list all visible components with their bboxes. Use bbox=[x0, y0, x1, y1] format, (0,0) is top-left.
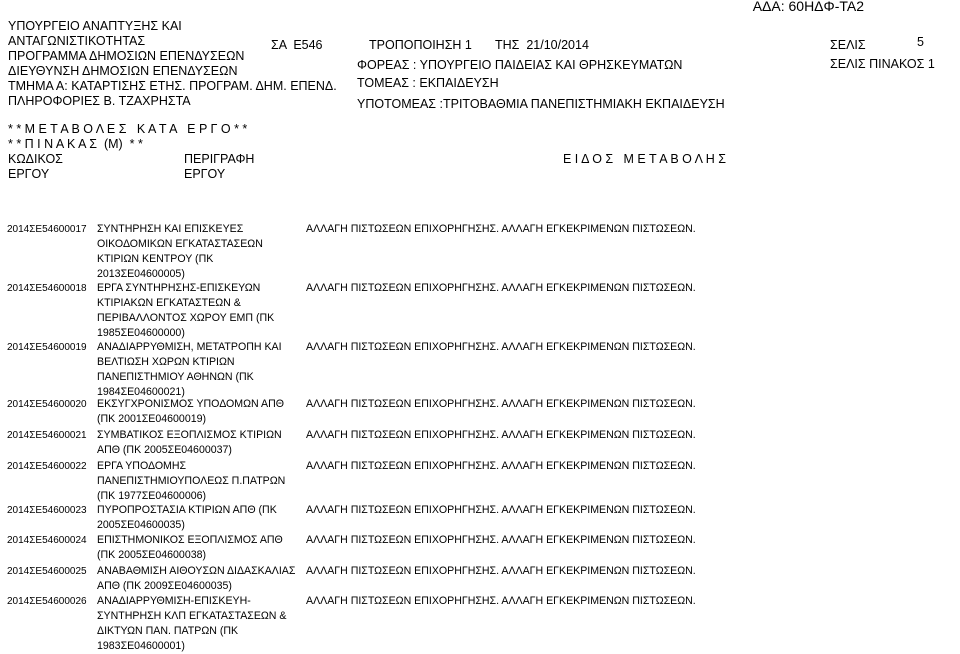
row-change-type: ΑΛΛΑΓΗ ΠΙΣΤΩΣΕΩΝ ΕΠΙΧΟΡΗΓΗΣΗΣ. ΑΛΛΑΓΗ ΕΓΚΕΚΡΙΜΕΝΩΝ ΠΙΣΤΩΣΕΩΝ. bbox=[306, 282, 696, 294]
table-page-label: ΣΕΛΙΣ ΠΙΝΑΚΟΣ 1 bbox=[830, 57, 935, 71]
row-change-type: ΑΛΛΑΓΗ ΠΙΣΤΩΣΕΩΝ ΕΠΙΧΟΡΗΓΗΣΗΣ. ΑΛΛΑΓΗ ΕΓΚΕΚΡΙΜΕΝΩΝ ΠΙΣΤΩΣΕΩΝ. bbox=[306, 565, 696, 577]
ypotomeas-label: ΥΠΟΤΟΜΕΑΣ :ΤΡΙΤΟΒΑΘΜΙΑ ΠΑΝΕΠΙΣΤΗΜΙΑΚΗ ΕΚΠΑΙΔΕΥΣΗ bbox=[357, 97, 725, 111]
row-change-type: ΑΛΛΑΓΗ ΠΙΣΤΩΣΕΩΝ ΕΠΙΧΟΡΗΓΗΣΗΣ. ΑΛΛΑΓΗ ΕΓΚΕΚΡΙΜΕΝΩΝ ΠΙΣΤΩΣΕΩΝ. bbox=[306, 429, 696, 441]
col-header-code: ΚΩΔΙΚΟΣ bbox=[8, 152, 63, 166]
modification-label: ΤΡΟΠΟΠΟΙΗΣΗ 1 bbox=[369, 38, 472, 52]
row-description-line: ΔΙΚΤΥΩΝ ΠΑΝ. ΠΑΤΡΩΝ (ΠΚ bbox=[97, 625, 239, 637]
row-code: 2014ΣΕ54600020 bbox=[7, 399, 87, 410]
ministry-block bbox=[8, 19, 337, 109]
row-code: 2014ΣΕ54600025 bbox=[7, 566, 87, 577]
row-description-line: ΟΙΚΟΔΟΜΙΚΩΝ ΕΓΚΑΤΑΣΤΑΣΕΩΝ bbox=[97, 238, 263, 250]
row-description-line: ΑΝΑΔΙΑΡΡΥΘΜΙΣΗ-ΕΠΙΣΚΕΥΗ- bbox=[97, 595, 251, 607]
row-code: 2014ΣΕ54600022 bbox=[7, 461, 87, 472]
row-change-type: ΑΛΛΑΓΗ ΠΙΣΤΩΣΕΩΝ ΕΠΙΧΟΡΗΓΗΣΗΣ. ΑΛΛΑΓΗ ΕΓΚΕΚΡΙΜΕΝΩΝ ΠΙΣΤΩΣΕΩΝ. bbox=[306, 534, 696, 546]
row-description-line: ΑΝΑΔΙΑΡΡΥΘΜΙΣΗ, ΜΕΤΑΤΡΟΠΗ ΚΑΙ bbox=[97, 341, 282, 353]
ministry-line: ΤΜΗΜΑ Α: ΚΑΤΑΡΤΙΣΗΣ ΕΤΗΣ. ΠΡΟΓΡΑΜ. ΔΗΜ. ΕΠΕΝΔ. bbox=[8, 79, 337, 93]
row-change-type: ΑΛΛΑΓΗ ΠΙΣΤΩΣΕΩΝ ΕΠΙΧΟΡΗΓΗΣΗΣ. ΑΛΛΑΓΗ ΕΓΚΕΚΡΙΜΕΝΩΝ ΠΙΣΤΩΣΕΩΝ. bbox=[306, 504, 696, 516]
row-code: 2014ΣΕ54600023 bbox=[7, 505, 87, 516]
row-change-type: ΑΛΛΑΓΗ ΠΙΣΤΩΣΕΩΝ ΕΠΙΧΟΡΗΓΗΣΗΣ. ΑΛΛΑΓΗ ΕΓΚΕΚΡΙΜΕΝΩΝ ΠΙΣΤΩΣΕΩΝ. bbox=[306, 223, 696, 235]
row-description bbox=[97, 503, 277, 533]
col-header-description: ΠΕΡΙΓΡΑΦΗ bbox=[184, 152, 255, 166]
row-change-type: ΑΛΛΑΓΗ ΠΙΣΤΩΣΕΩΝ ΕΠΙΧΟΡΗΓΗΣΗΣ. ΑΛΛΑΓΗ ΕΓΚΕΚΡΙΜΕΝΩΝ ΠΙΣΤΩΣΕΩΝ. bbox=[306, 341, 696, 353]
ada-number: ΑΔΑ: 60ΗΔΦ-ΤΑ2 bbox=[752, 0, 864, 14]
row-code: 2014ΣΕ54600019 bbox=[7, 342, 87, 353]
tomeas-label: ΤΟΜΕΑΣ : ΕΚΠΑΙΔΕΥΣΗ bbox=[357, 76, 499, 90]
row-change-type: ΑΛΛΑΓΗ ΠΙΣΤΩΣΕΩΝ ΕΠΙΧΟΡΗΓΗΣΗΣ. ΑΛΛΑΓΗ ΕΓΚΕΚΡΙΜΕΝΩΝ ΠΙΣΤΩΣΕΩΝ. bbox=[306, 460, 696, 472]
row-description bbox=[97, 222, 263, 282]
row-description-line: 1983ΣΕ04600001) bbox=[97, 640, 185, 652]
col-header-change-type: Ε Ι Δ Ο Σ Μ Ε Τ Α Β Ο Λ Η Σ bbox=[563, 152, 727, 166]
row-description-line: ΠΑΝΕΠΙΣΤΗΜΙΟΥ ΑΘΗΝΩΝ (ΠΚ bbox=[97, 371, 254, 383]
row-description bbox=[97, 397, 284, 427]
row-description-line: ΒΕΛΤΙΩΣΗ ΧΩΡΩΝ ΚΤΙΡΙΩΝ bbox=[97, 356, 235, 368]
modification-date: ΤΗΣ 21/10/2014 bbox=[495, 38, 589, 52]
row-description-line: ΑΠΘ (ΠΚ 2005ΣΕ04600037) bbox=[97, 444, 232, 456]
page-number: 5 bbox=[917, 35, 924, 49]
row-code: 2014ΣΕ54600018 bbox=[7, 283, 87, 294]
row-description-line: ΣΥΝΤΗΡΗΣΗ ΚΛΠ ΕΓΚΑΤΑΣΤΑΣΕΩΝ & bbox=[97, 610, 287, 622]
page-label: ΣΕΛΙΣ bbox=[830, 38, 866, 52]
col-header-description-2: ΕΡΓΟΥ bbox=[184, 167, 226, 181]
row-description-line: 1985ΣΕ04600000) bbox=[97, 327, 185, 339]
row-description-line: ΕΚΣΥΓΧΡΟΝΙΣΜΟΣ ΥΠΟΔΟΜΩΝ ΑΠΘ bbox=[97, 398, 284, 410]
row-description bbox=[97, 564, 295, 594]
ministry-line: ΑΝΤΑΓΩΝΙΣΤΙΚΟΤΗΤΑΣ bbox=[8, 34, 146, 48]
row-description-line: ΣΥΜΒΑΤΙΚΟΣ ΕΞΟΠΛΙΣΜΟΣ ΚΤΙΡΙΩΝ bbox=[97, 429, 282, 441]
row-change-type: ΑΛΛΑΓΗ ΠΙΣΤΩΣΕΩΝ ΕΠΙΧΟΡΗΓΗΣΗΣ. ΑΛΛΑΓΗ ΕΓΚΕΚΡΙΜΕΝΩΝ ΠΙΣΤΩΣΕΩΝ. bbox=[306, 595, 696, 607]
ministry-line: ΔΙΕΥΘΥΝΣΗ ΔΗΜΟΣΙΩΝ ΕΠΕΝΔΥΣΕΩΝ bbox=[8, 64, 238, 78]
row-description-line: ΕΡΓΑ ΣΥΝΤΗΡΗΣΗΣ-ΕΠΙΣΚΕΥΩΝ bbox=[97, 282, 261, 294]
row-description bbox=[97, 533, 283, 563]
row-description-line: ΕΡΓΑ ΥΠΟΔΟΜΗΣ bbox=[97, 460, 187, 472]
foreas-label: ΦΟΡΕΑΣ : ΥΠΟΥΡΓΕΙΟ ΠΑΙΔΕΙΑΣ ΚΑΙ ΘΡΗΣΚΕΥΜΑΤΩΝ bbox=[357, 58, 683, 72]
ministry-line: ΥΠΟΥΡΓΕΙΟ ΑΝΑΠΤΥΞΗΣ ΚΑΙ bbox=[8, 19, 182, 33]
row-description bbox=[97, 594, 286, 654]
section-title-changes: * * Μ Ε Τ Α Β Ο Λ Ε Σ Κ Α Τ Α Ε Ρ Γ Ο * * bbox=[8, 122, 248, 136]
row-description-line: 2005ΣΕ04600035) bbox=[97, 519, 185, 531]
row-code: 2014ΣΕ54600026 bbox=[7, 596, 87, 607]
row-description-line: ΑΝΑΒΑΘΜΙΣΗ ΑΙΘΟΥΣΩΝ ΔΙΔΑΣΚΑΛΙΑΣ bbox=[97, 565, 296, 577]
row-description-line: ΑΠΘ (ΠΚ 2009ΣΕ04600035) bbox=[97, 580, 232, 592]
row-description bbox=[97, 459, 285, 504]
row-code: 2014ΣΕ54600017 bbox=[7, 224, 87, 235]
row-description-line: ΠΑΝΕΠΙΣΤΗΜΙΟΥΠΟΛΕΩΣ Π.ΠΑΤΡΩΝ bbox=[97, 475, 286, 487]
row-description-line: 1984ΣΕ04600021) bbox=[97, 386, 185, 398]
sa-code: ΣΑ Ε546 bbox=[271, 38, 323, 52]
row-description-line: ΠΥΡΟΠΡΟΣΤΑΣΙΑ ΚΤΙΡΙΩΝ ΑΠΘ (ΠΚ bbox=[97, 504, 277, 516]
row-code: 2014ΣΕ54600021 bbox=[7, 430, 87, 441]
row-change-type: ΑΛΛΑΓΗ ΠΙΣΤΩΣΕΩΝ ΕΠΙΧΟΡΗΓΗΣΗΣ. ΑΛΛΑΓΗ ΕΓΚΕΚΡΙΜΕΝΩΝ ΠΙΣΤΩΣΕΩΝ. bbox=[306, 398, 696, 410]
row-description-line: ΠΕΡΙΒΑΛΛΟΝΤΟΣ ΧΩΡΟΥ ΕΜΠ (ΠΚ bbox=[97, 312, 275, 324]
row-description-line: 2013ΣΕ04600005) bbox=[97, 268, 185, 280]
row-description-line: ΣΥΝΤΗΡΗΣΗ ΚΑΙ ΕΠΙΣΚΕΥΕΣ bbox=[97, 223, 244, 235]
row-description-line: (ΠΚ 2001ΣΕ04600019) bbox=[97, 413, 207, 425]
row-code: 2014ΣΕ54600024 bbox=[7, 535, 87, 546]
row-description-line: ΚΤΙΡΙΩΝ ΚΕΝΤΡΟΥ (ΠΚ bbox=[97, 253, 214, 265]
row-description bbox=[97, 428, 282, 458]
ministry-line: ΠΡΟΓΡΑΜΜΑ ΔΗΜΟΣΙΩΝ ΕΠΕΝΔΥΣΕΩΝ bbox=[8, 49, 245, 63]
row-description bbox=[97, 340, 282, 400]
section-title-table: * * Π Ι Ν Α Κ Α Σ (Μ) * * bbox=[8, 137, 143, 151]
row-description-line: ΚΤΙΡΙΑΚΩΝ ΕΓΚΑΤΑΣΤΕΩΝ & bbox=[97, 297, 241, 309]
ministry-line: ΠΛΗΡΟΦΟΡΙΕΣ Β. ΤΖΑΧΡΗΣΤΑ bbox=[8, 94, 191, 108]
col-header-code-2: ΕΡΓΟΥ bbox=[8, 167, 50, 181]
row-description bbox=[97, 281, 274, 341]
row-description-line: ΕΠΙΣΤΗΜΟΝΙΚΟΣ ΕΞΟΠΛΙΣΜΟΣ ΑΠΘ bbox=[97, 534, 283, 546]
row-description-line: (ΠΚ 2005ΣΕ04600038) bbox=[97, 549, 207, 561]
row-description-line: (ΠΚ 1977ΣΕ04600006) bbox=[97, 490, 207, 502]
